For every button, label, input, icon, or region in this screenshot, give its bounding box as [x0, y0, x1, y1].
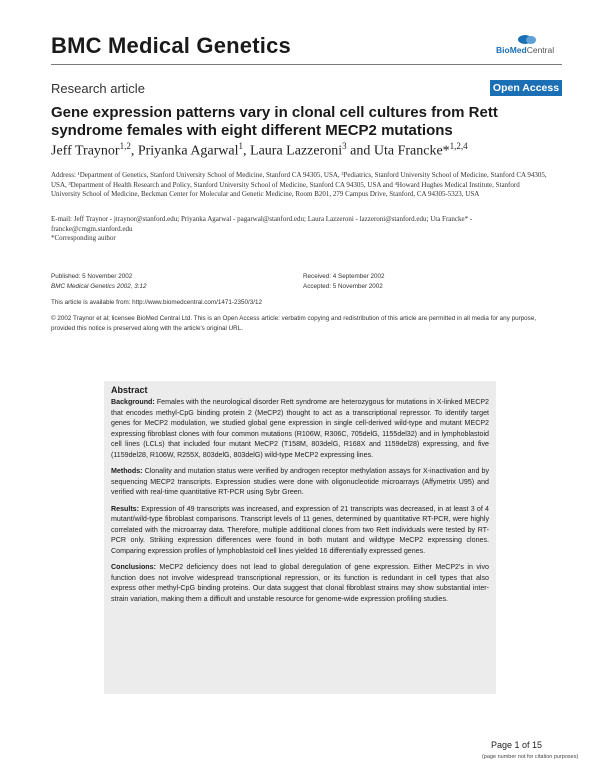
- logo-central: Central: [526, 45, 555, 55]
- corresponding-author-note: *Corresponding author: [51, 234, 116, 242]
- results-label: Results:: [111, 504, 139, 513]
- accepted-date: Accepted: 5 November 2002: [303, 282, 383, 290]
- background-text: Females with the neurological disorder Rett syndrome are heterozygous for mutations in X-linked MECP2 that encodes methyl-CpG binding protein 2 (MeCP2) thought to act as a transcriptional repressor. To identify target genes for MeCP2 modulation, we studied global gene expression in single cell-derived wild-type and mutant MECP2 expressing fibroblast clones with four common mutations (R106W, R306C, 705delG, 1155del32) and in lymphoblastoid cell lines (LCLs) that included four mutant MeCP2 (T158M, 803delG, R168X and 1159del28) expressing, and five (1159del28, R106W, R255X, 803delG, 803delG) wild-type MeCP2 expressing lines.: [111, 398, 489, 459]
- received-date: Received: 4 September 2002: [303, 273, 385, 280]
- citation: BMC Medical Genetics 2002, 3:12: [51, 282, 147, 290]
- results-text: Expression of 49 transcripts was increased, and expression of 21 transcripts was decreased, in at least 3 of 4 mutant/wild-type fibroblast comparisons. Transcript levels of 11 genes, determined by quantitative RT-PCR, were highly correlated with the microarray data. Therefore, multiple additional clones from two Rett individuals were tested by RT-PCR only. Striking expression differences were found in both mutant and wildtype MeCP2 expressing clones. Comparing expression profiles of lymphoblastoid cell lines yielded 16 differentially expressed genes.: [111, 504, 489, 555]
- publication-info: [51, 272, 147, 291]
- methods-label: Methods:: [111, 467, 143, 475]
- conclusions-text: MeCP2 deficiency does not lead to global deregulation of gene expression. Either MeCP2's in vivo function does not involve widespread transcriptional repression, or its function is redundant in cell types that also express other methyl-CpG binding proteins. Our data suggest that clonal fibroblast strains may show substantial inter-strain variation, making them a difficult and unstable resource for genome-wide expression profiling studies.: [111, 563, 489, 603]
- background-label: Background:: [111, 398, 155, 406]
- methods-text: Clonality and mutation status were verified by androgen receptor methylation assays for X-inactivation and by sequencing MECP2 transcripts. Expression studies were done with oligonucleotide microarrays (Affymetrix U95) and verified with real-time quantitative RT-PCR using Sybr Green.: [111, 467, 489, 496]
- author-name[interactable]: Priyanka Agarwal: [137, 143, 239, 159]
- author-affiliation: 1,2,4: [449, 141, 468, 151]
- abstract-conclusions: [111, 562, 489, 604]
- author-affiliation: 3: [342, 141, 347, 151]
- copyright-notice: © 2002 Traynor et al; licensee BioMed Central Ltd. This is an Open Access article: verbatim copying and redistribution of this article are permitted in all media for any purpose, provided this notice is preserved along with the article's original URL.: [51, 315, 537, 332]
- published-date: Published: 5 November 2002: [51, 273, 133, 280]
- author-list: [51, 141, 468, 160]
- logo-mark-secondary-icon: [526, 36, 536, 44]
- journal-title: BMC Medical Genetics: [51, 33, 291, 58]
- abstract-results: [111, 504, 489, 557]
- abstract-box: [104, 381, 496, 694]
- author-affiliation: 1: [238, 141, 244, 151]
- logo-bio: BioMed: [496, 45, 527, 55]
- article-title: Gene expression patterns vary in clonal cell cultures from Rett syndrome females with eight different MECP2 mutations: [51, 104, 498, 139]
- author-separator: ,: [243, 143, 251, 159]
- page-number-note: (page number not for citation purposes): [482, 754, 579, 760]
- header-divider: [51, 64, 562, 65]
- author-name[interactable]: Laura Lazzeroni: [250, 143, 343, 159]
- conclusions-label: Conclusions:: [111, 563, 156, 571]
- article-url[interactable]: This article is available from: http://www.biomedcentral.com/1471-2350/3/12: [51, 299, 263, 306]
- article-type: Research article: [51, 81, 145, 96]
- author-separator: and: [346, 143, 374, 159]
- abstract-heading: Abstract: [111, 385, 148, 395]
- logo-text: [496, 45, 554, 55]
- author-name[interactable]: Uta Francke*: [373, 143, 450, 159]
- author-separator: ,: [130, 143, 138, 159]
- author-name[interactable]: Jeff Traynor: [51, 143, 120, 159]
- open-access-badge: Open Access: [490, 80, 562, 96]
- abstract-background: [111, 397, 489, 460]
- affiliation-address: Address: ¹Department of Genetics, Stanford University School of Medicine, Stanford CA 94305, USA, ²Pediatrics, Stanford University School of Medicine, Stanford CA 94305, USA, ³Department of Health Research and Policy, Stanford University School of Medicine, Stanford CA 94305, USA and ⁴Howard Hughes Medical Institute, Stanford University School of Medicine, Beckman Center for Molecular and Genetic Medicine, Room B201, 279 Campus Drive, Stanford, CA 94305-5323, USA: [51, 171, 547, 199]
- biomed-central-logo: [496, 35, 562, 59]
- author-emails[interactable]: E-mail: Jeff Traynor - jtraynor@stanford.edu; Priyanka Agarwal - pagarwal@stanford.edu; Laura Lazzeroni - lazzeroni@stanford.edu; Uta Francke* - francke@cmgm.stanford.edu: [51, 215, 473, 233]
- page-number: Page 1 of 15: [491, 740, 543, 750]
- author-affiliation: 1,2: [119, 141, 131, 151]
- abstract-methods: [111, 466, 489, 498]
- history-info: [303, 272, 385, 291]
